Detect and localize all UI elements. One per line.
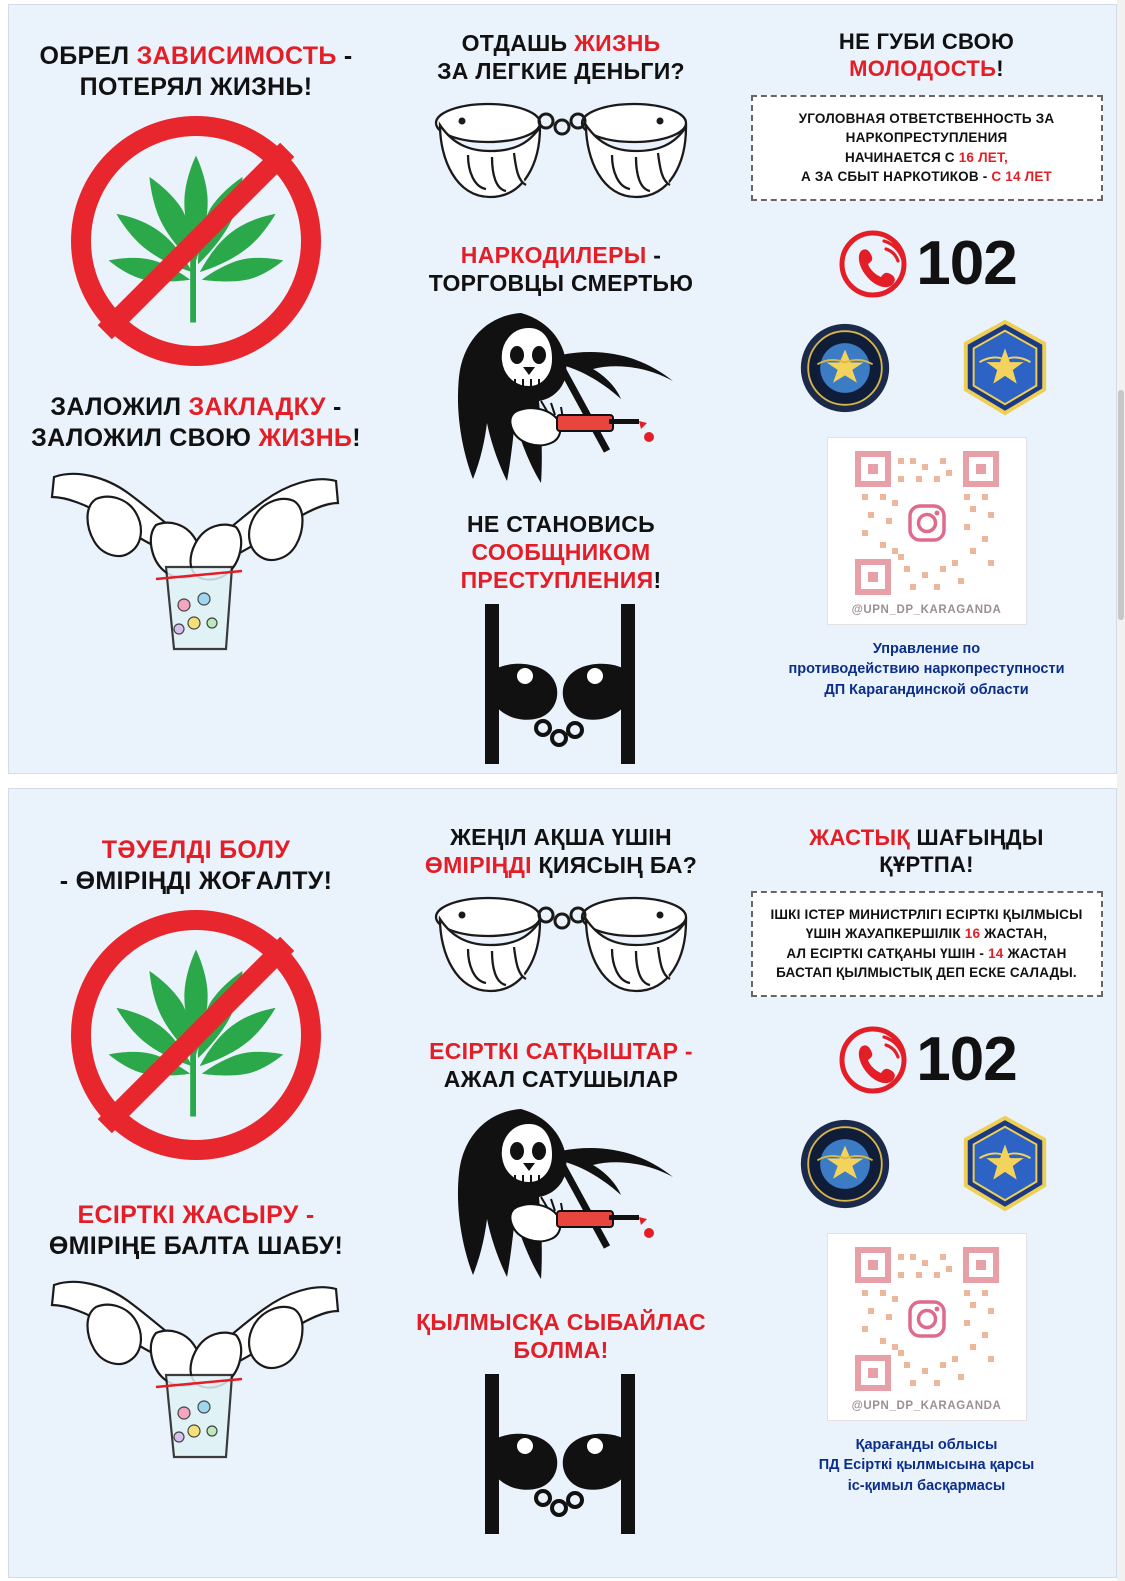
ru-right-headline-1: НЕ ГУБИ СВОЮ: [838, 29, 1015, 54]
ru-right-column: [744, 29, 1109, 700]
scrollbar-thumb[interactable]: [1118, 390, 1124, 620]
hands-with-drug-baggie-icon: [36, 1267, 356, 1477]
no-drugs-sign-icon: [71, 116, 321, 366]
drug-baggie: [166, 1375, 232, 1457]
drug-baggie: [166, 567, 232, 649]
ru-middle-column: [381, 29, 741, 764]
kz-mid-headline-3: ЕСІРТКІ САТҚЫШТАР -: [429, 1038, 693, 1065]
instagram-icon: [910, 1302, 944, 1336]
kz-mid-headline-2: ӨМІРІҢДІ ҚИЯСЫҢ БА?: [424, 852, 698, 879]
handcuffed-hands-icon: [416, 93, 706, 213]
karaganda-police-emblem: [956, 1115, 1054, 1213]
kz-left-headline-4: ӨМІРІҢЕ БАЛТА ШАБУ!: [48, 1231, 344, 1260]
kz-left-headline-1: ТӘУЕЛДІ БОЛУ: [101, 836, 291, 864]
kz-emergency-phone[interactable]: [744, 1023, 1109, 1097]
instagram-icon: [910, 506, 944, 540]
ru-mid-headline-1: ОТДАШЬ ЖИЗНЬ: [461, 30, 661, 56]
kz-right-headline-1: ЖАСТЫҚ ШАҒЫҢДЫ: [809, 825, 1044, 850]
poster-kazakh: [8, 788, 1117, 1578]
karaganda-police-emblem: [956, 319, 1054, 417]
ru-qr-card[interactable]: [827, 437, 1027, 625]
ru-left-headline-3: ЗАЛОЖИЛ ЗАКЛАДКУ -: [50, 393, 342, 421]
kz-emblems: [744, 1115, 1109, 1213]
ministry-of-internal-affairs-emblem: [799, 1118, 891, 1210]
kz-mid-headline-6: БОЛМА!: [513, 1337, 609, 1364]
ru-left-headline-1: ОБРЕЛ ЗАВИСИМОСТЬ -: [39, 42, 353, 70]
kz-qr-card[interactable]: [827, 1233, 1027, 1421]
ru-qr-handle: @UPN_DP_KARAGANDA: [851, 603, 1002, 616]
syringe-barrel: [557, 415, 613, 431]
ministry-of-internal-affairs-emblem: [799, 322, 891, 414]
kz-right-headline-2: ҚҰРТПА!: [879, 851, 974, 877]
no-drugs-sign-icon: [71, 910, 321, 1160]
ru-right-headline-2: МОЛОДОСТЬ!: [849, 55, 1004, 81]
hands-with-drug-baggie-icon: [36, 459, 356, 669]
grim-reaper-syringe-icon: [411, 1099, 711, 1284]
ru-mid-headline-2: ЗА ЛЕГКИЕ ДЕНЬГИ?: [437, 58, 685, 85]
ru-phone-number: 102: [916, 228, 1017, 298]
kz-left-column: [21, 835, 371, 1477]
kz-footer-org: Қарағанды облысы ПД Есірткі қылмысына қарсы іс-қимыл басқармасы: [818, 1436, 1035, 1494]
ru-left-headline-4: ЗАЛОЖИЛ СВОЮ ЖИЗНЬ!: [31, 423, 361, 452]
kz-left-headline-2: - ӨМІРІҢДІ ЖОҒАЛТУ!: [59, 866, 333, 895]
jail-bars-hands-icon: [431, 1374, 691, 1534]
kz-left-headline-3: ЕСІРТКІ ЖАСЫРУ -: [77, 1201, 315, 1229]
grim-reaper-syringe-icon: [411, 303, 711, 488]
kz-mid-headline-1: ЖЕҢІЛ АҚША ҮШІН: [450, 824, 672, 850]
kz-mid-headline-5: ҚЫЛМЫСҚА СЫБАЙЛАС: [416, 1309, 706, 1336]
ru-mid-headline-6: СООБЩНИКОМ ПРЕСТУПЛЕНИЯ!: [460, 539, 662, 594]
kz-phone-number: 102: [916, 1024, 1017, 1094]
ru-mid-headline-3: НАРКОДИЛЕРЫ -: [460, 242, 662, 269]
ru-mid-headline-5: НЕ СТАНОВИСЬ: [467, 511, 655, 538]
ru-left-column: [21, 41, 371, 669]
kz-right-column: [744, 825, 1109, 1496]
handcuffed-hands-icon: [416, 887, 706, 1007]
instagram-qr-code[interactable]: [852, 1244, 1002, 1394]
ru-left-headline-1-accent: ЗАВИСИМОСТЬ: [136, 42, 337, 70]
kz-law-notice: ІШКІ ІСТЕР МИНИСТРЛІГІ ЕСІРТКІ ҚЫЛМЫСЫ ҮШІН ЖАУАПКЕРШІЛІК 16 ЖАСТАН, АЛ ЕСІРТКІ САТҚАНЫ ҮШІН - 14 ЖАСТАН БАСТАП ҚЫЛМЫСТЫҚ ДЕП ЕСКЕ САЛАДЫ.: [751, 891, 1103, 997]
jail-bars-hands-icon: [431, 604, 691, 764]
kz-middle-column: [381, 823, 741, 1534]
ru-emergency-phone[interactable]: [744, 227, 1109, 301]
ru-footer-org: Управление по противодействию наркопреступности ДП Карагандинской области: [788, 640, 1065, 698]
kz-mid-headline-4: АЖАЛ САТУШЫЛАР: [443, 1066, 679, 1093]
poster-russian: [8, 4, 1117, 774]
kz-qr-handle: @UPN_DP_KARAGANDA: [851, 1399, 1002, 1412]
phone-call-icon: [836, 1023, 910, 1097]
syringe-barrel: [557, 1211, 613, 1227]
scrollbar-track[interactable]: [1117, 0, 1125, 1581]
phone-call-icon: [836, 227, 910, 301]
ru-left-headline-2: ПОТЕРЯЛ ЖИЗНЬ!: [79, 72, 313, 101]
ru-emblems: [744, 319, 1109, 417]
instagram-qr-code[interactable]: [852, 448, 1002, 598]
ru-mid-headline-4: ТОРГОВЦЫ СМЕРТЬЮ: [428, 270, 694, 297]
ru-law-notice: УГОЛОВНАЯ ОТВЕТСТВЕННОСТЬ ЗА НАРКОПРЕСТУПЛЕНИЯ НАЧИНАЕТСЯ С 16 ЛЕТ, А ЗА СБЫТ НАРКОТИКОВ - С 14 ЛЕТ: [751, 95, 1103, 201]
